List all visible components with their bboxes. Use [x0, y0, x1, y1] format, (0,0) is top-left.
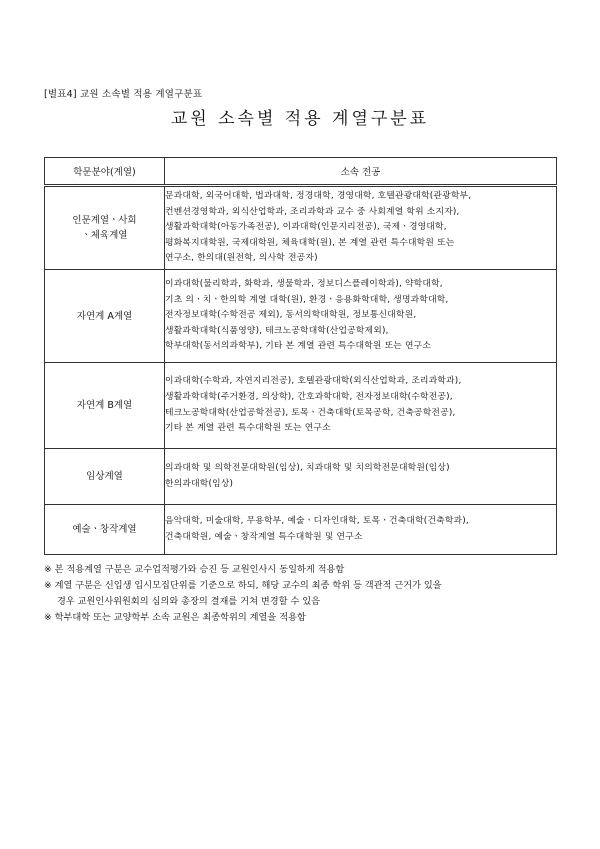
- notes: [44, 562, 564, 626]
- affiliation-line: 평화복지대학원, 국제대학원, 체육대학(원), 본 계열 관련 특수대학원 또는: [165, 237, 455, 248]
- affiliation-cell: [165, 270, 557, 363]
- field-cell: [45, 505, 165, 555]
- affiliation-line: 테크노공학대학(산업공학전공), 토목ㆍ건축대학(토목공학, 건축공학전공),: [165, 407, 456, 418]
- affiliation-cell: [165, 363, 557, 449]
- table-row: [45, 186, 557, 270]
- affiliation-line: 기초 의ㆍ치ㆍ한의학 계열 대학(원), 환경ㆍ응용화학대학, 생명과학대학,: [165, 294, 449, 305]
- table-caption: [별표4] 교원 소속별 적용 계열구분표: [44, 89, 203, 100]
- affiliation-line: 이과대학(물리학과, 화학과, 생물학과, 정보디스플레이학과), 약학대학,: [165, 279, 443, 290]
- note-line: ※ 본 적용계열 구분은 교수업적평가와 승진 등 교원인사시 동일하게 적용함: [44, 564, 345, 575]
- table-row: [45, 270, 557, 363]
- field-line: ㆍ체육계열: [81, 230, 128, 241]
- field-line: 인문계열ㆍ사회: [72, 215, 137, 226]
- field-line: 자연계 A계열: [76, 310, 133, 322]
- document-title: 교원 소속별 적용 계열구분표: [170, 109, 430, 129]
- table-row: [45, 449, 557, 505]
- field-cell: [45, 363, 165, 449]
- affiliation-cell: [165, 449, 557, 505]
- header-affiliation: 소속 전공: [165, 158, 557, 186]
- note-line: 경우 교원인사위원회의 심의와 총장의 결재를 거쳐 변경할 수 있음: [57, 596, 320, 607]
- affiliation-line: 음악대학, 미술대학, 무용학부, 예술ㆍ디자인대학, 토목ㆍ건축대학(건축학과),: [165, 515, 469, 526]
- header-field: 학문분야(계열): [45, 158, 165, 186]
- affiliation-line: 생활과학대학(식품영양), 테크노공학대학(산업공학제외),: [165, 325, 389, 336]
- affiliation-cell: [165, 505, 557, 555]
- affiliation-line: 생활과학대학(아동가족전공), 이과대학(인문지리전공), 국제ㆍ경영대학,: [165, 222, 447, 233]
- affiliation-line: 연구소, 한의대(원전학, 의사학 전공자): [165, 253, 318, 264]
- field-line: 예술ㆍ창작계열: [72, 524, 137, 535]
- affiliation-line: 학부대학(동서의과학부), 기타 본 계열 관련 특수대학원 또는 연구소: [165, 341, 432, 352]
- field-line: 임상계열: [86, 471, 123, 482]
- field-cell: [45, 186, 165, 270]
- affiliation-line: 의과대학 및 의학전문대학원(임상), 치과대학 및 치의학전문대학원(임상): [165, 462, 450, 473]
- affiliation-line: 이과대학(수학과, 자연지리전공), 호텔관광대학(외식산업학과, 조리과학과),: [165, 376, 462, 387]
- affiliation-line: 건축대학원, 예술ㆍ창작계열 특수대학원 및 연구소: [165, 531, 363, 542]
- affiliation-line: 문과대학, 외국어대학, 법과대학, 정경대학, 경영대학, 호텔관광대학(관광학부,: [165, 191, 472, 202]
- affiliation-line: 생활과학대학(주거환경, 의상학), 간호과학대학, 전자정보대학(수학전공),: [165, 391, 453, 402]
- affiliation-line: 한의과대학(임상): [165, 478, 234, 489]
- affiliation-cell: [165, 186, 557, 270]
- note-line: ※ 계열 구분은 신입생 입시모집단위를 기준으로 하되, 해당 교수의 최종 학위 등 객관적 근거가 있을: [44, 580, 442, 591]
- affiliation-line: 기타 본 계열 관련 특수대학원 또는 연구소: [165, 423, 331, 434]
- table-header-row: [45, 158, 557, 186]
- note-line: ※ 학부대학 또는 교양학부 소속 교원은 최종학위의 계열을 적용함: [44, 612, 306, 623]
- field-cell: [45, 270, 165, 363]
- table-row: [45, 363, 557, 449]
- field-cell: [45, 449, 165, 505]
- classification-table: [44, 157, 557, 555]
- affiliation-line: 컨벤션경영학과, 외식산업학과, 조리과학과 교수 중 사회계열 학위 소지자),: [165, 206, 460, 217]
- field-line: 자연계 B계열: [76, 400, 133, 411]
- table-row: [45, 505, 557, 555]
- affiliation-line: 전자정보대학(수학전공 제외), 동서의학대학원, 정보통신대학원,: [165, 310, 417, 321]
